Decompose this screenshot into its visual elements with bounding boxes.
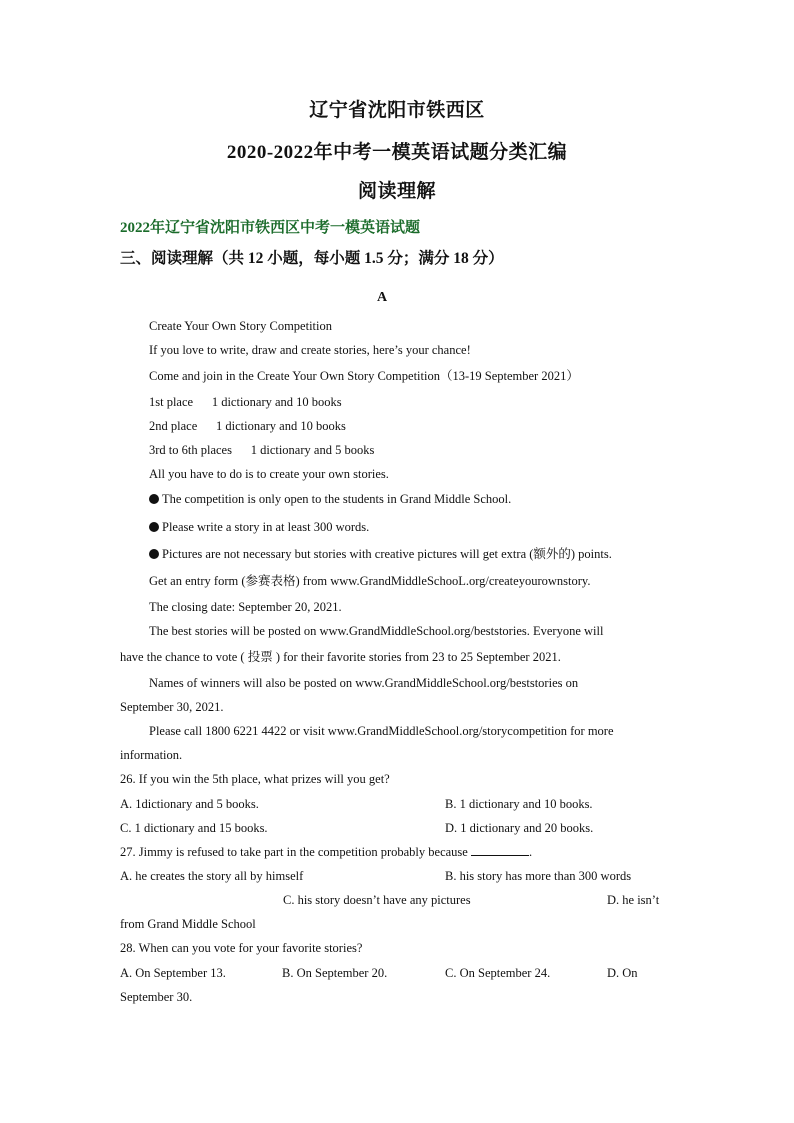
passage-line: If you love to write, draw and create stories, here’s your chance! [149, 343, 471, 357]
question-27-stem: 27. Jimmy is refused to take part in the competition probably because . [120, 845, 533, 859]
passage-line: The closing date: September 20, 2021. [149, 600, 342, 614]
passage-line: Please call 1800 6221 4422 or visit www.GrandMiddleSchool.org/storycompetition for more [149, 724, 614, 738]
bullet-item: Pictures are not necessary but stories with creative pictures will get extra (额外的) points. [149, 546, 612, 562]
passage-line: information. [120, 748, 183, 762]
question-26-option-b: B. 1 dictionary and 10 books. [445, 797, 593, 811]
passage-line: The best stories will be posted on www.GrandMiddleSchool.org/beststories. Everyone will [149, 624, 604, 638]
passage-line: All you have to do is to create your own stories. [149, 467, 389, 481]
title-topic: 阅读理解 [357, 181, 436, 202]
question-28-option-a: A. On September 13. [120, 966, 226, 980]
passage-label: A [376, 290, 388, 305]
question-27-option-b: B. his story has more than 300 words [445, 869, 632, 883]
question-27-option-c: C. his story doesn’t have any pictures [283, 893, 471, 907]
passage-line: 2nd place 1 dictionary and 10 books [149, 419, 346, 433]
bullet-item: Please write a story in at least 300 words. [149, 519, 369, 535]
question-28-option-b: B. On September 20. [282, 966, 388, 980]
question-26-option-a: A. 1dictionary and 5 books. [120, 797, 259, 811]
question-26-option-c: C. 1 dictionary and 15 books. [120, 821, 268, 835]
title-exam: 2020-2022年中考一模英语试题分类汇编 [226, 142, 568, 163]
question-28-option-d-cont: September 30. [120, 990, 193, 1004]
bullet-icon [149, 522, 159, 532]
question-27-option-d-cont: from Grand Middle School [120, 917, 256, 931]
passage-line: Create Your Own Story Competition [149, 319, 332, 333]
passage-line: Come and join in the Create Your Own Story Competition（13-19 September 2021） [149, 369, 579, 383]
passage-line: September 30, 2021. [120, 700, 224, 714]
question-26-stem: 26. If you win the 5th place, what prizes will you get? [120, 772, 390, 786]
passage-line: Get an entry form (参赛表格) from www.GrandMiddleSchooL.org/createyourownstory. [149, 574, 591, 588]
bullet-item: The competition is only open to the students in Grand Middle School. [149, 491, 511, 507]
bullet-icon [149, 494, 159, 504]
passage-line: 3rd to 6th places 1 dictionary and 5 books [149, 443, 375, 457]
bullet-icon [149, 549, 159, 559]
exam-subtitle: 2022年辽宁省沈阳市铁西区中考一模英语试题 [120, 220, 421, 236]
answer-blank [471, 844, 529, 856]
question-27-option-a: A. he creates the story all by himself [120, 869, 304, 883]
question-28-option-d: D. On [607, 966, 638, 980]
question-28-stem: 28. When can you vote for your favorite stories? [120, 941, 363, 955]
passage-line: have the chance to vote ( 投票 ) for their favorite stories from 23 to 25 September 2021. [120, 650, 561, 664]
section-heading: 三、阅读理解（共 12 小题，每小题 1.5 分；满分 18 分） [120, 250, 504, 267]
question-27-option-d: D. he isn’t [607, 893, 660, 907]
passage-line: 1st place 1 dictionary and 10 books [149, 395, 342, 409]
question-26-option-d: D. 1 dictionary and 20 books. [445, 821, 594, 835]
title-region: 辽宁省沈阳市铁西区 [309, 100, 485, 121]
question-28-option-c: C. On September 24. [445, 966, 551, 980]
passage-line: Names of winners will also be posted on www.GrandMiddleSchool.org/beststories on [149, 676, 579, 690]
